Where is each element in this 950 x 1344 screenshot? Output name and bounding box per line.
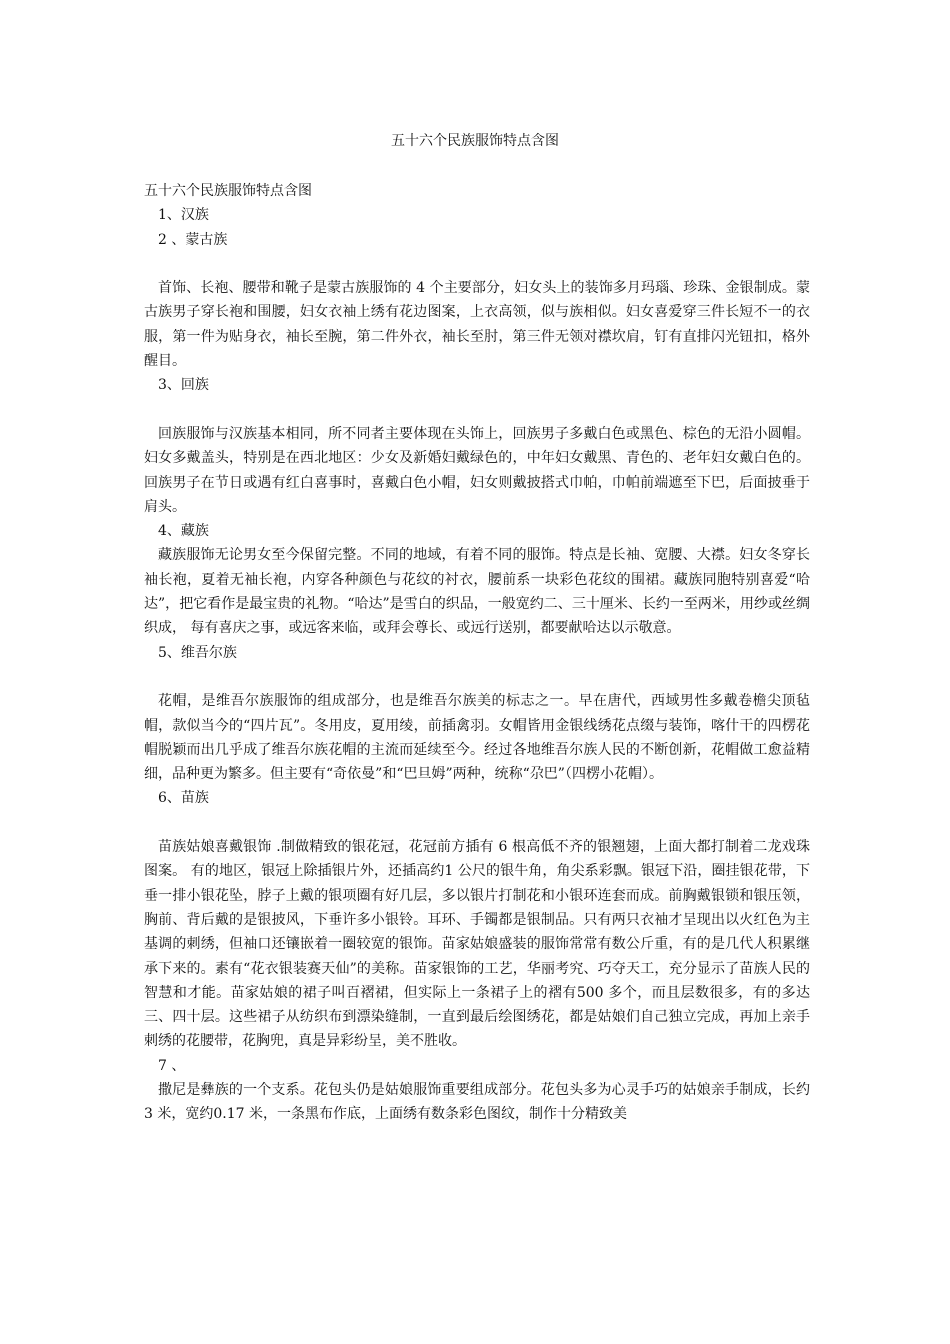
section-label-uyghur: 5、维吾尔族 [158,644,237,661]
section-paragraph-sani: 撒尼是彝族的一个支系。花包头仍是姑娘服饰重要组成部分。花包头多为心灵手巧的姑娘亲手制成，长约3 米，宽约0.17 米，一条黑布作底，上面绣有数条彩色图纹，制作十分精致美 [144,1081,810,1123]
document-heading: 五十六个民族服饰特点含图 [144,183,312,199]
section-paragraph-tibetan: 藏族服饰无论男女至今保留完整。不同的地域，有着不同的服饰。特点是长袖、宽腰、大襟。妇女冬穿长袖长袍，夏着无袖长袍，内穿各种颜色与花纹的衬衣，腰前系一块彩色花纹的围裙。藏族同胞特别喜爱“哈达”，把它看作是最宝贵的礼物。“哈达”是雪白的织品，一般宽约二、三十厘米、长约一至两米，用纱或丝绸织成， 每有喜庆之事，或远客来临，或拜会尊长、或远行送别，都要献哈达以示敬意。 [144,547,810,637]
section-label-hui: 3、回族 [158,377,209,394]
blank-line [144,811,810,835]
blank-line [144,252,810,276]
section-paragraph-uyghur: 花帽，是维吾尔族服饰的组成部分，也是维吾尔族美的标志之一。早在唐代，西域男性多戴卷檐尖顶毡帽，款似当今的“四片瓦”。冬用皮，夏用绫，前插禽羽。女帽皆用金银线绣花点缀与装饰，喀什干的四楞花帽脱颖而出几乎成了维吾尔族花帽的主流而延续至今。经过各地维吾尔族人民的不断创新，花帽做工愈益精细，品种更为繁多。但主要有“奇依曼”和“巴旦姆”两种，统称“尕巴”（四楞小花帽）。 [144,693,810,783]
blank-line [144,398,810,422]
document-title: 五十六个民族服饰特点含图 [391,133,559,149]
blank-line [144,665,810,689]
section-label-mongol: 2 、蒙古族 [158,231,228,248]
document-body [144,179,810,1127]
section-paragraph-hui: 回族服饰与汉族基本相同，所不同者主要体现在头饰上，回族男子多戴白色或黑色、棕色的无沿小圆帽。妇女多戴盖头，特别是在西北地区：少女及新婚妇戴绿色的，中年妇女戴黑、青色的、老年妇女戴白色的。回族男子在节日或遇有红白喜事时，喜戴白色小帽，妇女则戴披搭式巾帕，巾帕前端遮至下巴，后面披垂于肩头。 [144,425,810,515]
section-label-tibetan: 4、藏族 [158,523,209,540]
section-label-miao: 6、苗族 [158,790,209,807]
section-paragraph-mongol: 首饰、长袍、腰带和靴子是蒙古族服饰的 4 个主要部分，妇女头上的装饰多月玛瑙、珍珠、金银制成。蒙古族男子穿长袍和围腰，妇女衣袖上绣有花边图案，上衣高领，似与族相似。妇女喜爱穿三件长短不一的衣服，第一件为贴身衣，袖长至腕，第二件外衣，袖长至肘，第三件无领对襟坎肩，钉有直排闪光钮扣，格外醒目。 [144,280,810,370]
section-label-han: 1、汉族 [158,207,209,224]
section-label-7: 7 、 [158,1057,186,1074]
section-paragraph-miao: 苗族姑娘喜戴银饰 .制做精致的银花冠，花冠前方插有 6 根高低不齐的银翘翅，上面大都打制着二龙戏珠图案。 有的地区，银冠上除插银片外，还插高约1 公尺的银牛角，角尖系彩飘。银冠下沿，圈挂银花带，下垂一排小银花坠，脖子上戴的银项圈有好几层，多以银片打制花和小银环连套而成。前胸戴银锁和银压领，胸前、背后戴的是银披风，下垂许多小银铃。耳环、手镯都是银制品。只有两只衣袖才呈现出以火红色为主基调的刺绣，但袖口还镶嵌着一圈较宽的银饰。苗家姑娘盛装的服饰常常有数公斤重，有的是几代人积累继承下来的。素有“花衣银装赛天仙”的美称。苗家银饰的工艺，华丽考究、巧夺天工，充分显示了苗族人民的智慧和才能。苗家姑娘的裙子叫百褶裙，但实际上一条裙子上的褶有500 多个，而且层数很多，有的多达三、四十层。这些裙子从纺织布到漂染缝制，一直到最后绘图绣花，都是姑娘们自己独立完成，再加上亲手刺绣的花腰带，花胸兜，真是异彩纷呈，美不胜收。 [144,839,810,1050]
